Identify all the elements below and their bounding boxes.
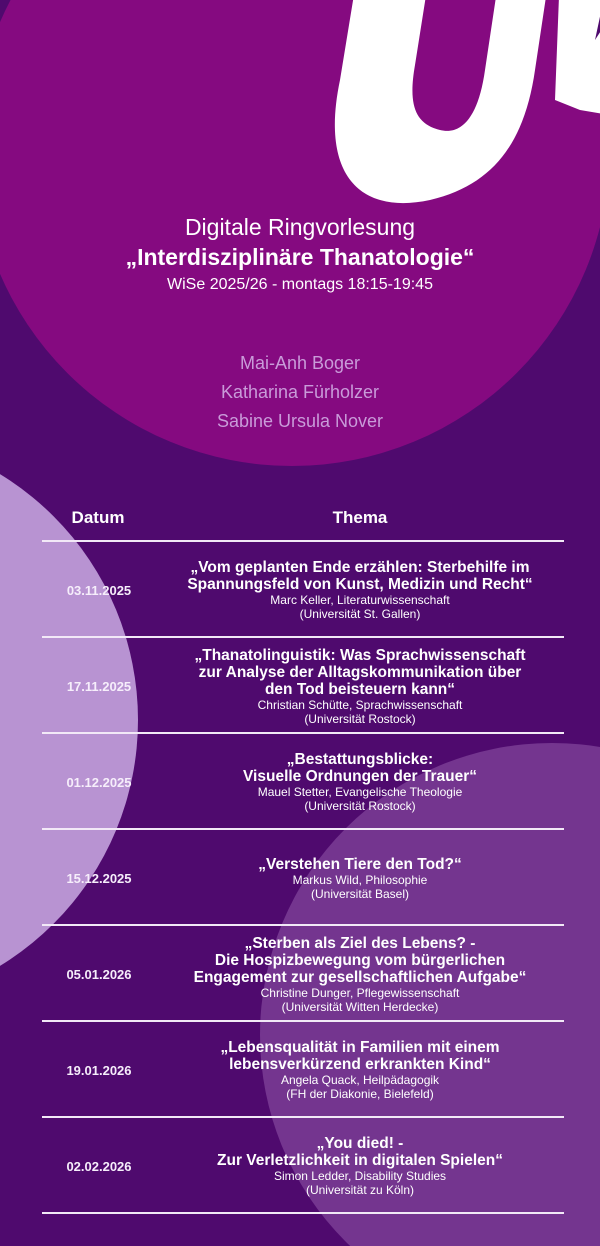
lecture-date: 15.12.2025 xyxy=(66,870,132,886)
lecture-title-line: Die Hospizbewegung vom bürgerlichen xyxy=(214,951,506,969)
lecture-title-line: „Vom geplanten Ende erzählen: Sterbehilfe im xyxy=(190,559,530,576)
lecture-title: „Interdisziplinäre Thanatologie“ xyxy=(125,244,475,270)
speaker: Christine Dunger, Pflegewissenschaft xyxy=(260,985,460,1000)
lecture-date: 17.11.2025 xyxy=(66,678,132,694)
lecture-title-line: „Verstehen Tiere den Tod?“ xyxy=(258,855,462,873)
table-row xyxy=(42,830,564,926)
speaker: Mauel Stetter, Evangelische Theologie xyxy=(257,785,463,799)
lecture-topic xyxy=(156,1118,564,1214)
organizer-name: Mai-Anh Boger xyxy=(239,353,361,373)
affiliation: (FH der Diakonie, Bielefeld) xyxy=(286,1087,434,1101)
lecture-title-line: Engagement zur gesellschaftlichen Aufgabe“ xyxy=(193,968,527,986)
organizer-name: Sabine Ursula Nover xyxy=(216,411,384,431)
speaker: Simon Ledder, Disability Studies xyxy=(273,1169,447,1183)
speaker: Markus Wild, Philosophie xyxy=(292,872,428,887)
organizer-name: Katharina Fürholzer xyxy=(220,382,380,402)
row-divider xyxy=(42,1212,564,1214)
lecture-topic xyxy=(156,542,564,638)
table-row xyxy=(42,1022,564,1118)
lecture-topic xyxy=(156,638,564,734)
column-header-date: Datum xyxy=(71,508,125,527)
lecture-title-line: lebensverkürzend erkrankten Kind“ xyxy=(229,1056,491,1073)
lecture-title-line: „You died! - xyxy=(316,1135,404,1152)
lecture-topic xyxy=(156,734,564,830)
organizers-list xyxy=(0,349,600,436)
affiliation: (Universität St. Gallen) xyxy=(299,607,421,621)
lecture-title-line: Visuelle Ordnungen der Trauer“ xyxy=(243,768,477,785)
table-row xyxy=(42,926,564,1022)
lecture-topic xyxy=(156,926,564,1022)
lecture-title-line: „Lebensqualität in Familien mit einem xyxy=(220,1039,500,1056)
lecture-title-line: „Sterben als Ziel des Lebens? - xyxy=(244,934,476,952)
lecture-title-line: „Thanatolinguistik: Was Sprachwissenschaft xyxy=(194,646,526,664)
schedule-info: WiSe 2025/26 - montags 18:15-19:45 xyxy=(167,276,433,293)
affiliation: (Universität zu Köln) xyxy=(305,1183,415,1197)
affiliation: (Universität Witten Herdecke) xyxy=(281,999,439,1014)
speaker: Angela Quack, Heilpädagogik xyxy=(280,1073,440,1087)
affiliation: (Universität Basel) xyxy=(310,886,410,901)
lecture-topic xyxy=(156,1022,564,1118)
lecture-title-line: Spannungsfeld von Kunst, Medizin und Recht“ xyxy=(187,576,533,593)
speaker: Christian Schütte, Sprachwissenschaft xyxy=(257,697,463,712)
header xyxy=(0,212,600,296)
lecture-title-line: den Tod beisteuern kann“ xyxy=(264,680,456,698)
lecture-date: 01.12.2025 xyxy=(66,774,132,790)
lecture-topic xyxy=(156,830,564,926)
table-row xyxy=(42,638,564,734)
affiliation: (Universität Rostock) xyxy=(304,711,416,726)
speaker: Marc Keller, Literaturwissenschaft xyxy=(270,593,450,607)
lecture-date: 02.02.2026 xyxy=(66,1158,132,1174)
column-header-topic: Thema xyxy=(332,508,388,527)
lecture-date: 19.01.2026 xyxy=(66,1062,132,1078)
lecture-title-line: zur Analyse der Alltagskommunikation über xyxy=(198,663,522,681)
table-row xyxy=(42,1118,564,1214)
lecture-title-line: „Bestattungsblicke: xyxy=(286,751,434,768)
lecture-date: 03.11.2025 xyxy=(66,582,132,598)
affiliation: (Universität Rostock) xyxy=(304,799,416,813)
table-row xyxy=(42,542,564,638)
lecture-date: 05.01.2026 xyxy=(66,966,132,982)
lecture-title-line: Zur Verletzlichkeit in digitalen Spielen“ xyxy=(217,1152,503,1169)
series-title: Digitale Ringvorlesung xyxy=(184,214,416,240)
table-row xyxy=(42,734,564,830)
